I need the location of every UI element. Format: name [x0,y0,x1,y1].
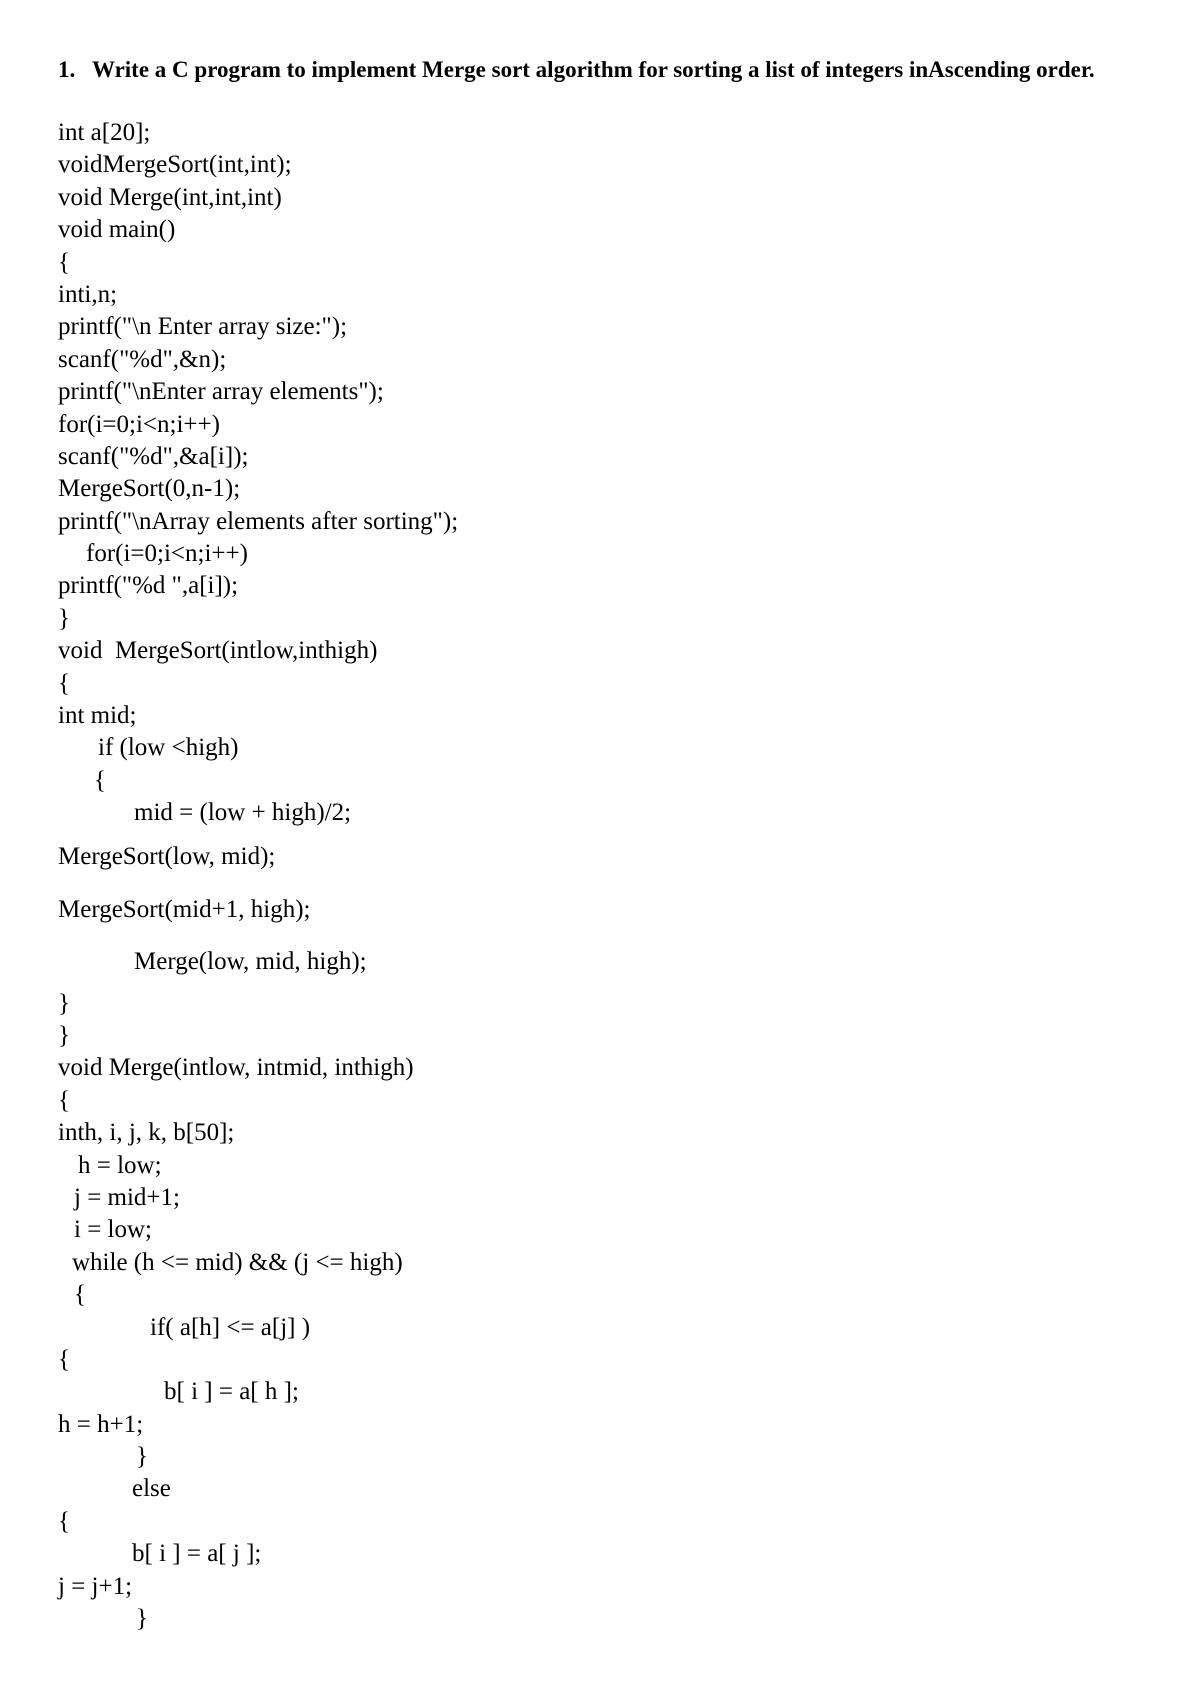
code-line: printf("%d ",a[i]); [58,572,239,600]
question-heading [58,56,1138,84]
code-listing [58,117,1138,1635]
code-line: void main() [58,216,176,244]
code-line: { [58,248,70,276]
code-line: b[ i ] = a[ h ]; [164,1378,299,1406]
code-line: MergeSort(0,n-1); [58,475,241,503]
code-line: } [58,1021,70,1049]
code-line: { [94,766,106,794]
code-line: printf("\nEnter array elements"); [58,378,384,406]
code-line: Merge(low, mid, high); [134,947,367,975]
code-line: j = mid+1; [74,1183,180,1211]
code-line: while (h <= mid) && (j <= high) [72,1248,403,1276]
code-line: { [58,1507,70,1535]
code-line: printf("\n Enter array size:"); [58,313,348,341]
code-line: { [58,669,70,697]
code-line: printf("\nArray elements after sorting"); [58,507,459,535]
code-line: MergeSort(mid+1, high); [58,895,311,923]
code-line: } [136,1443,148,1471]
code-line: scanf("%d",&a[i]); [58,442,249,470]
code-line: { [58,1345,70,1373]
code-line: void MergeSort(intlow,inthigh) [58,637,378,665]
code-line: for(i=0;i<n;i++) [58,410,220,438]
code-line: MergeSort(low, mid); [58,842,276,870]
code-line: } [58,604,70,632]
code-line: inti,n; [58,280,118,308]
code-line: if (low <high) [98,734,239,762]
code-line: scanf("%d",&n); [58,345,227,373]
code-line: } [136,1605,148,1633]
code-line: int mid; [58,702,137,730]
code-line: void Merge(intlow, intmid, inthigh) [58,1054,414,1082]
code-line: voidMergeSort(int,int); [58,151,292,179]
code-line: inth, i, j, k, b[50]; [58,1119,235,1147]
code-line: else [132,1475,171,1503]
code-line: for(i=0;i<n;i++) [86,540,248,568]
code-line: } [58,989,70,1017]
code-line: j = j+1; [58,1572,133,1600]
question-number: 1. [58,57,76,82]
code-line: b[ i ] = a[ j ]; [132,1540,262,1568]
code-line: { [74,1281,86,1309]
code-line: if( a[h] <= a[j] ) [150,1313,311,1341]
code-line: { [58,1086,70,1114]
code-line: mid = (low + high)/2; [134,799,352,827]
code-line: i = low; [74,1216,152,1244]
code-line: h = h+1; [58,1410,144,1438]
code-line: h = low; [78,1151,162,1179]
question-text: Write a C program to implement Merge sort algorithm for sorting a list of integers inAscending order. [92,57,1095,82]
code-line: void Merge(int,int,int) [58,183,282,211]
code-line: int a[20]; [58,119,151,146]
